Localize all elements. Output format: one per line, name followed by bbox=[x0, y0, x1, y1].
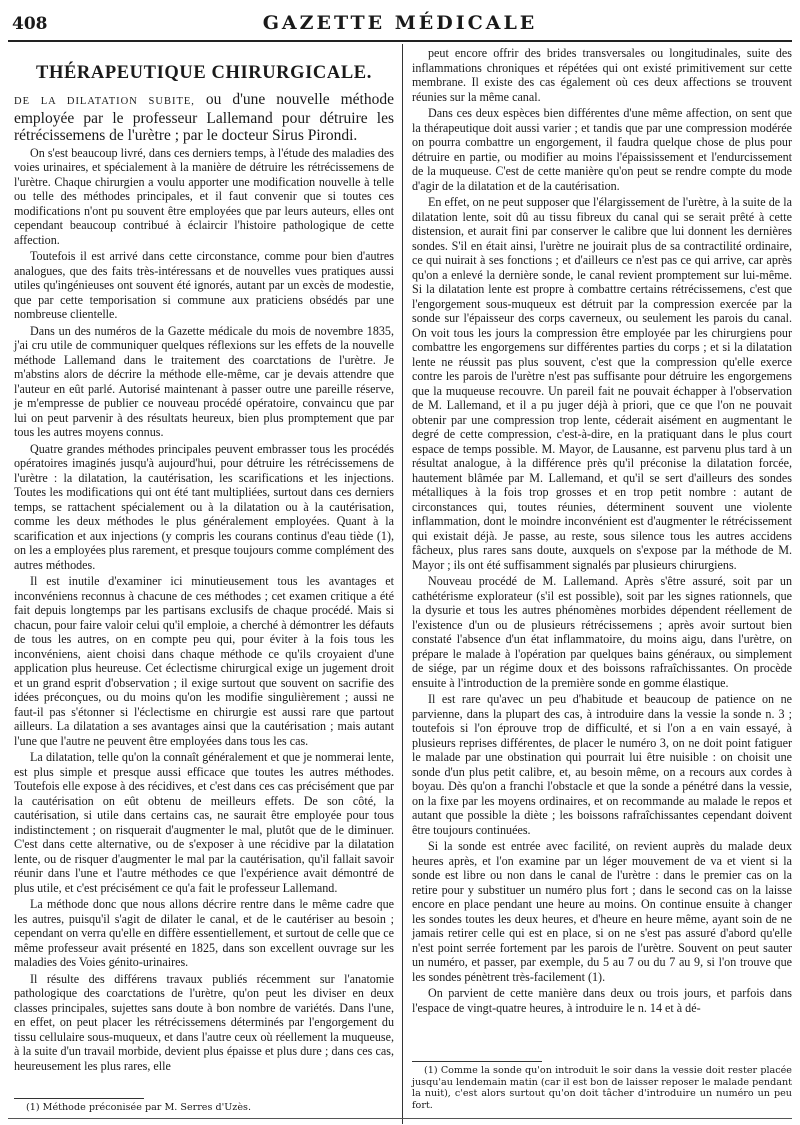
left-footnote-block bbox=[14, 1092, 394, 1114]
footnote-right: (1) Comme la sonde qu'on introduit le soir dans la vessie doit rester placée jusqu'au lendemain matin (car il est bon de laisser reposer le malade pendant la nuit), c'est alors surtout qu'on doit tâcher d'introduire un numéro un peu fort. bbox=[412, 1065, 792, 1111]
paragraph: La dilatation, telle qu'on la connaît généralement et que je nommerai lente, est plus simple et presque aussi efficace que toutes les autres méthodes. Toutefois elle expose à des récidives, et c'est dans ces cas précisément que par la cautérisation on eût obtenu de meilleurs effets. De son côté, la cautérisation, si utile dans certains cas, ne saurait être employée pour tous indistinctement ; on risquerait d'augmenter le mal, plutôt que de le diminuer. C'est dans cette alternative, ou de s'exposer à une récidive par la dilatation lente, ou de risquer d'augmenter le mal par la cautérisation, qu'il fallait savoir réunir dans l'une et l'autre méthodes ce que l'expérience avait démontré de plus utile, et c'est précisément ce qu'a fait le professeur Lallemand. bbox=[14, 750, 394, 895]
paragraph: Toutefois il est arrivé dans cette circonstance, comme pour bien d'autres analogues, que des faits très-intéressans et de nouvelles vues pratiques aussi utiles qu'ingénieuses ont souvent été ignorés, autant par un excès de modestie, que par cette temporisation si commune aux praticiens obsédés par une nombreuse clientelle. bbox=[14, 249, 394, 321]
page-number: 408 bbox=[12, 14, 48, 34]
right-paragraphs bbox=[412, 46, 792, 1015]
paragraph: Il résulte des différens travaux publiés récemment sur l'anatomie pathologique des coarctations de l'urètre, qu'on peut les diviser en deux classes principales, sujettes sans doute à bon nombre de variétés. Dans l'une, en effet, on peut placer les rétrécissemens déterminés par l'engorgement du tissu cellulaire sous-muqueux, et dans l'autre ceux où réellement la muqueuse, à la suite d'un travail morbide, devient plus épaisse et plus dure ; dans ces cas, heureusement les plus rares, elle bbox=[14, 971, 394, 1073]
paragraph: Il est rare qu'avec un peu d'habitude et beaucoup de patience on ne parvienne, dans la plupart des cas, à introduire dans la vessie la sonde n. 3 ; toutefois si l'on éprouve trop de difficulté, et si l'on a en vain essayé, à plusieurs reprises différentes, de placer le numéro 3, on ne doit point fatiguer le malade par une obstination qui pourrait lui être nuisible : on choisit une sonde d'un plus petit calibre, et, au besoin même, on a recours aux cordes à boyau. Dès qu'on a franchi l'obstacle et que la sonde a pénétré dans la vessie, on la fixe par les moyens ordinaires, et on recommande au malade le repos et autant que possible la diète ; les boissons rafraîchissantes cependant doivent être toujours continuées. bbox=[412, 692, 792, 837]
footnote-rule bbox=[14, 1098, 144, 1099]
paragraph: Si la sonde est entrée avec facilité, on revient auprès du malade deux heures après, et l'on examine par un léger mouvement de va et vient si la sonde est libre ou non dans le canal de l'urètre : dans le premier cas on la retire pour y substituer un numéro plus fort ; dans le second cas on la laisse encore en place pendant une heure au moins. On continue ensuite à changer les sondes toutes les deux heures, et d'heure en heure même, ayant soin de ne jamais retirer celle qui est en place, si on ne s'est pas assuré d'abord qu'elle n'est point serrée fortement par les parois de l'urètre. Souvent on peut sauter un numéro, et passer, par exemple, du 5 au 7 ou du 7 au 9, si l'on trouve que les sondes pénètrent très-facilement (1). bbox=[412, 839, 792, 984]
paragraph: On parvient de cette manière dans deux ou trois jours, et parfois dans l'espace de vingt-quatre heures, à introduire le n. 14 et à dé- bbox=[412, 986, 792, 1015]
article-subtitle bbox=[14, 91, 394, 144]
footnote-rule bbox=[412, 1061, 542, 1062]
footnote-left: (1) Méthode préconisée par M. Serres d'Uzès. bbox=[26, 1102, 252, 1113]
subtitle-rest: ou d'une nouvelle méthode employée par le professeur Lallemand pour détruire les rétrécissemens de l'urètre ; par le docteur Sirus Pirondi. bbox=[14, 90, 394, 144]
paragraph: Dans ces deux espèces bien différentes d'une même affection, on sent que la thérapeutique doit aussi varier ; et tandis que par une compression modérée on pourra combattre un engorgement, il faudra quelque chose de plus pour détruire en partie, ou modifier au moins l'épaississement et l'endurcissement de la muqueuse. C'est de cette manière qu'on peut se rendre compte du mode d'agir de la dilatation et de la cautérisation. bbox=[412, 106, 792, 193]
left-paragraphs bbox=[14, 146, 394, 1074]
section-title: THÉRAPEUTIQUE CHIRURGICALE. bbox=[36, 63, 372, 83]
paragraph: En effet, on ne peut supposer que l'élargissement de l'urètre, à la suite de la dilatation lente, soit dû au tissu fibreux du canal qui se serait prêté à cette distension, et aurait fini par conserver le calibre que lui donnent les dernières sondes. S'il en était ainsi, l'urètre ne jouirait plus de sa contractilité ordinaire, ce qui nuirait à ses fonctions ; et d'ailleurs ce n'est pas ce qui arrive, car après qu'on a enlevé la dernière sonde, le canal revient promptement sur lui-même. Si la dilatation lente est propre à combattre certains rétrécissemens, c'est que l'engorgement sous-muqueux est détruit par la compression exercée par la sonde sur l'épaisseur des corps caverneux, ou seulement les parois du canal. On voit tous les jours la compression être employée par les chirurgiens pour combattre les engorgemens sur différentes parties du corps ; et si la dilatation lente ne réussit pas plus souvent, c'est que la compression qu'elle exerce contre les parois de l'urètre n'est pas suffisante pour détruire les engorgemens que la muqueuse recouvre. Un pareil fait ne pouvait échapper à l'observation de M. Lallemand, et il a pu juger déjà à priori, que ce que l'on ne pouvait obtenir par une compression trop lente, céderait aisément en augmentant le degré de cette compression, c'est-à-dire, en la pratiquant dans le plus court espace de temps possible. M. Mayor, de Lausanne, est parvenu plus tard à un résultat analogue, à la différence près qu'il préconise la dilatation forcée, hautement blâmée par M. Lallemand, et qu'il se sert d'ailleurs des sondes métalliques à la fois trop grosses et en trop petit nombre : autant de circonstances qui, toutes réunies, déterminent souvent une violente inflammation, dont le moindre inconvénient est d'augmenter le rétrécissement qui existait déjà. Je passe, au reste, sous silence tous les autres accidens fâcheux, plus rares sans doute, auxquels on s'expose par la méthode de M. Mayor ; ils ont été suffisamment signalés par plusieurs chirurgiens. bbox=[412, 195, 792, 572]
right-column bbox=[412, 46, 792, 1017]
journal-title: GAZETTE MÉDICALE bbox=[262, 12, 538, 34]
paragraph: Quatre grandes méthodes principales peuvent embrasser tous les procédés opératoires imaginés jusqu'à aujourd'hui, pour détruire les rétrécissemens de l'urètre : la dilatation, la cautérisation, les scarifications et les injections. Toutes les modifications qui ont été tant multipliées, surtout dans ces derniers temps, se rattachent spécialement ou à la dilatation ou à la cautérisation, comme les deux méthodes le plus généralement employées. Quant à la scarification et aux injections (y compris les courans continus d'eau tiède (1), on les a employées plus rarement, et presque toujours comme complément des autres méthodes. bbox=[14, 441, 394, 572]
subtitle-lead: DE LA DILATATION SUBITE, bbox=[14, 95, 195, 107]
header-rule bbox=[8, 40, 792, 42]
paragraph: Nouveau procédé de M. Lallemand. Après s'être assuré, soit par un cathétérisme explorateur (s'il est possible), soit par les signes rationnels, que la dysurie et tous les autres phénomènes morbides dépendent réellement de l'existence d'un ou de plusieurs rétrécissemens ; après avoir surtout bien constaté l'absence d'un état inflammatoire, du moins aigu, dans l'urètre, on prépare le malade à l'opération par quelques bains généraux, ou simplement de siége, par un régime doux et des boissons rafraîchissantes. On procède ensuite à l'introduction de la première sonde en gomme élastique. bbox=[412, 574, 792, 690]
paragraph: Il est inutile d'examiner ici minutieusement tous les avantages et inconvéniens reconnus à chacune de ces méthodes ; cet examen critique a été fait depuis longtemps par les partisans exclusifs de chaque procédé. Mais si chacun, pour faire valoir celui qu'il emploie, a cherché à démontrer les défauts de tous les autres, on en compte peu qui, pour éviter à la fois tous les inconvéniens, aient choisi dans chaque méthode ce qu'ils croyaient d'une application plus heureuse. Cet éclectisme chirurgical exige un jugement droit et un grand esprit d'observation ; il exige surtout que souvent on sacrifie des idées préconçues, ou du moins qu'on les modifie singulièrement ; aussi ne faut-il pas s'étonner si l'éclectisme en chirurgie est aussi rare que partout ailleurs. La dilatation a ses avantages ainsi que la cautérisation ; mais autant l'une que l'autre ne peuvent être employées dans tous les cas. bbox=[14, 574, 394, 748]
column-divider bbox=[402, 44, 403, 1124]
paragraph: La méthode donc que nous allons décrire rentre dans le même cadre que les autres, puisqu'il s'agit de dilater le canal, et de le cautériser au besoin ; cependant on verra qu'elle en diffère essentiellement, et surtout de celle que ce même professeur avait présenté en 1825, dans son excellent ouvrage sur les maladies des Voies génito-urinaires. bbox=[14, 897, 394, 969]
paragraph: Dans un des numéros de la Gazette médicale du mois de novembre 1835, j'ai cru utile de communiquer quelques réflexions sur les effets de la nouvelle méthode Lallemand dans le traitement des coarctations de l'urètre. Je m'abstins alors de décrire la méthode elle-même, car je devais attendre que l'auteur en eût parlé. Autorisé maintenant à passer outre une pareille réserve, je m'empresse de publier ce nouveau procédé opératoire, convaincu que par lui on peut parvenir à des résultats heureux, bien plus promptement que par tous les autres moyens connus. bbox=[14, 323, 394, 439]
bottom-rule bbox=[8, 1118, 792, 1119]
right-footnote-block bbox=[412, 1055, 792, 1111]
page-header bbox=[10, 6, 790, 42]
paragraph: peut encore offrir des brides transversales ou longitudinales, suite des inflammations chroniques et répétées qui ont existé primitivement sur cette membrane. Il existe des cas également où ces deux affections se trouvent réunies sur la même canal. bbox=[412, 46, 792, 104]
left-column bbox=[14, 46, 394, 1075]
paragraph: On s'est beaucoup livré, dans ces derniers temps, à l'étude des maladies des voies urinaires, et spécialement à la manière de détruire les rétrécissemens de l'urètre. Chaque chirurgien a voulu apporter une modification nouvelle à telle ou telle des méthodes principales, et il faut convenir que si toutes ces modifications n'ont pu souvent être employées que par leurs auteurs, elles ont cependant beaucoup contribué à éclaircir l'histoire pathologique de cette affection. bbox=[14, 145, 394, 247]
